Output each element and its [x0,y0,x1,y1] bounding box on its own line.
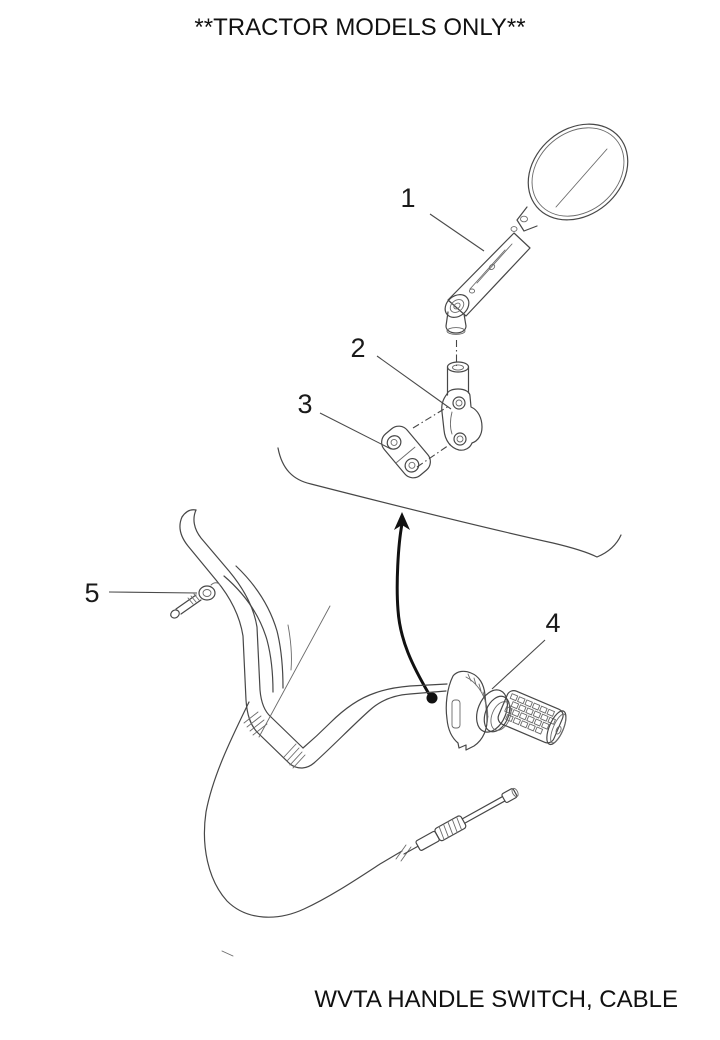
arm-base-boss [441,290,474,322]
page-title: **TRACTOR MODELS ONLY** [194,14,526,41]
clamp-split-line [397,447,415,462]
arm-base-bolt [453,302,462,310]
bar-left-outer-edge [180,517,290,764]
callout-1-leader [430,214,484,251]
cable-tip-barrel [501,788,517,803]
bar-centerline-mark [259,606,330,737]
throttle-flange-outer [471,685,513,736]
handlebar-clamp-half [377,422,435,483]
cable-outer-loop [204,702,402,917]
bar-right-lower-edge [290,691,446,768]
adapter-screw-hole-top [453,397,465,409]
callout-2-leader [377,356,451,409]
fitting-cap [211,583,220,585]
callout-5: 5 [84,578,100,608]
mirror-glass-inner-rim [514,110,641,235]
mirror-assembly [441,104,647,334]
bar-front-bend-outer [224,576,273,692]
clamp-screw-top [390,438,398,446]
adapter-saddle-line [451,412,453,434]
callout-4-leader [492,640,545,689]
diagram-caption: WVTA HANDLE SWITCH, CABLE [314,986,678,1013]
fitting-end-cap [169,608,181,619]
adapter-screw-hole-bottom [454,433,466,445]
mirror-arm [448,233,530,316]
handlebar [180,510,447,768]
cable-end-fitting [169,583,220,620]
throttle-grip [496,688,570,747]
callout-5-leader [109,592,197,593]
mirror-pivot-bracket [517,207,537,231]
callout-3-leader [320,413,391,449]
bar-shading-line [288,625,291,670]
callout-2: 2 [350,333,366,363]
fitting-ring-inner [203,590,211,597]
adapter-screw-hole-bottom-inner [457,436,463,442]
fitting-ring [199,586,215,600]
clamp-screw-bottom [408,461,416,469]
bar-right-upper-edge [303,684,447,748]
bar-left-inner-edge [194,510,303,748]
arm-screw-2 [469,289,474,293]
handle-switch-and-grip [446,671,570,750]
mirror-arm-slot [470,244,512,289]
clamp-axis-bottom [417,443,452,467]
cable-rod [462,797,505,824]
clamp-body [377,422,435,483]
adapter-screw-hole-top-inner [456,400,462,406]
callout-3: 3 [297,389,313,419]
clamp-screw-boss-top [385,433,404,452]
stray-mark [222,951,233,956]
mirror-stud-cap [446,312,466,333]
pivot-screw [521,216,528,222]
arm-base-boss-inner [448,297,467,315]
pivot-screw-2 [511,227,517,232]
switch-housing-slot [452,700,460,728]
section-separator-curve [278,448,621,557]
mirror-reflection-line [556,149,607,207]
callout-4: 4 [545,608,561,638]
arrow-shaft [397,524,429,694]
throttle-cable [204,702,520,956]
adapter-threaded-hole [453,365,464,370]
knurl-band-left [244,712,267,735]
mirror-glass [509,104,647,239]
cable-adjuster-assembly [401,785,521,860]
grip-waffle-pattern [502,694,558,737]
mount-location-arrow [394,512,438,704]
callout-1: 1 [400,183,416,213]
